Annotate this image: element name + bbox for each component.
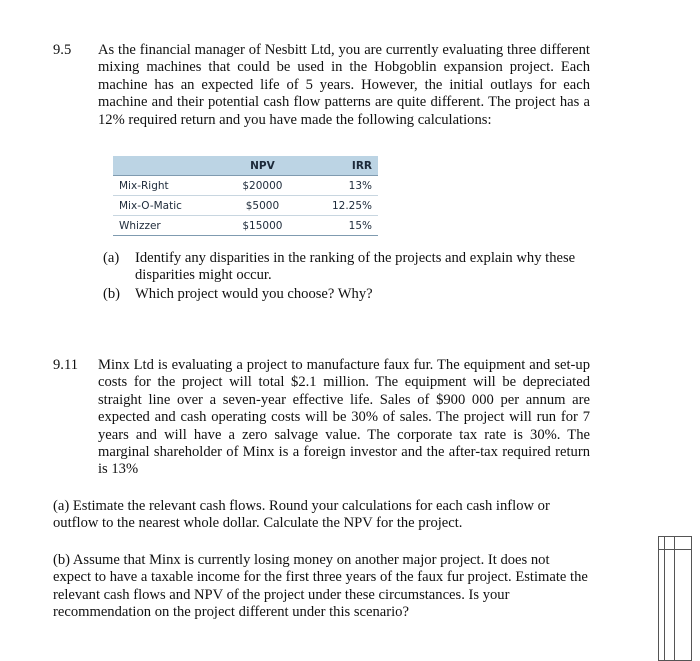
project-npv: $5000 [224,196,301,216]
table-row [113,176,378,196]
table-header-project [113,156,224,176]
table-row [113,196,378,216]
project-npv: $20000 [224,176,301,196]
question-9-5-text: As the financial manager of Nesbitt Ltd, you are currently evaluating three different mixing machines that could be used in the Hobgoblin expansion project. Each machine has an expected life of 5 years. However, the initial outlays for each machine and their potential cash flow patterns are quite different. The project has a 12% required return and you have made the following calculations: [98,42,590,128]
project-name: Whizzer [113,216,224,236]
part-label: (a) [103,250,120,266]
table-grid-fragment [658,536,692,661]
project-npv: $15000 [224,216,301,236]
table-row [113,216,378,236]
part-text: Which project would you choose? Why? [135,286,373,302]
project-irr: 15% [301,216,378,236]
question-9-5-number: 9.5 [53,42,72,58]
part-text: Identify any disparities in the ranking of the projects and explain why these disparities might occur. [135,250,576,284]
project-name: Mix-O-Matic [113,196,224,216]
table-header-irr: IRR [301,156,378,176]
table-header-npv: NPV [224,156,301,176]
question-9-5-part-b [103,286,590,304]
question-9-11-part-a: (a) Estimate the relevant cash flows. Round your calculations for each cash inflow or outflow to the nearest whole dollar. Calculate the NPV for the project. [53,498,550,532]
question-9-11-part-b: (b) Assume that Minx is currently losing money on another major project. It does not expect to have a taxable income for the first three years of the faux fur project. Estimate the relevant cash flows and NPV of the project under these circumstances. Is your recommendation on the project different under this scenario? [53,552,588,621]
part-label: (b) [103,286,121,302]
project-irr: 12.25% [301,196,378,216]
table-header-row [113,156,378,176]
project-evaluation-table [113,156,378,236]
project-name: Mix-Right [113,176,224,196]
project-irr: 13% [301,176,378,196]
question-9-5-part-a [103,250,590,286]
question-9-11-text: Minx Ltd is evaluating a project to manufacture faux fur. The equipment and set-up costs for the project will total $2.1 million. The equipment will be depreciated straight line over a seven-year effective life. Sales of $900 000 per annum are expected and cash operating costs will be 30% of sales. The project will run for 7 years and will have a zero salvage value. The corporate tax rate is 30%. The marginal shareholder of Minx is a foreign investor and the after-tax required return is 13% [98,357,590,478]
question-9-11-number: 9.11 [53,357,78,373]
